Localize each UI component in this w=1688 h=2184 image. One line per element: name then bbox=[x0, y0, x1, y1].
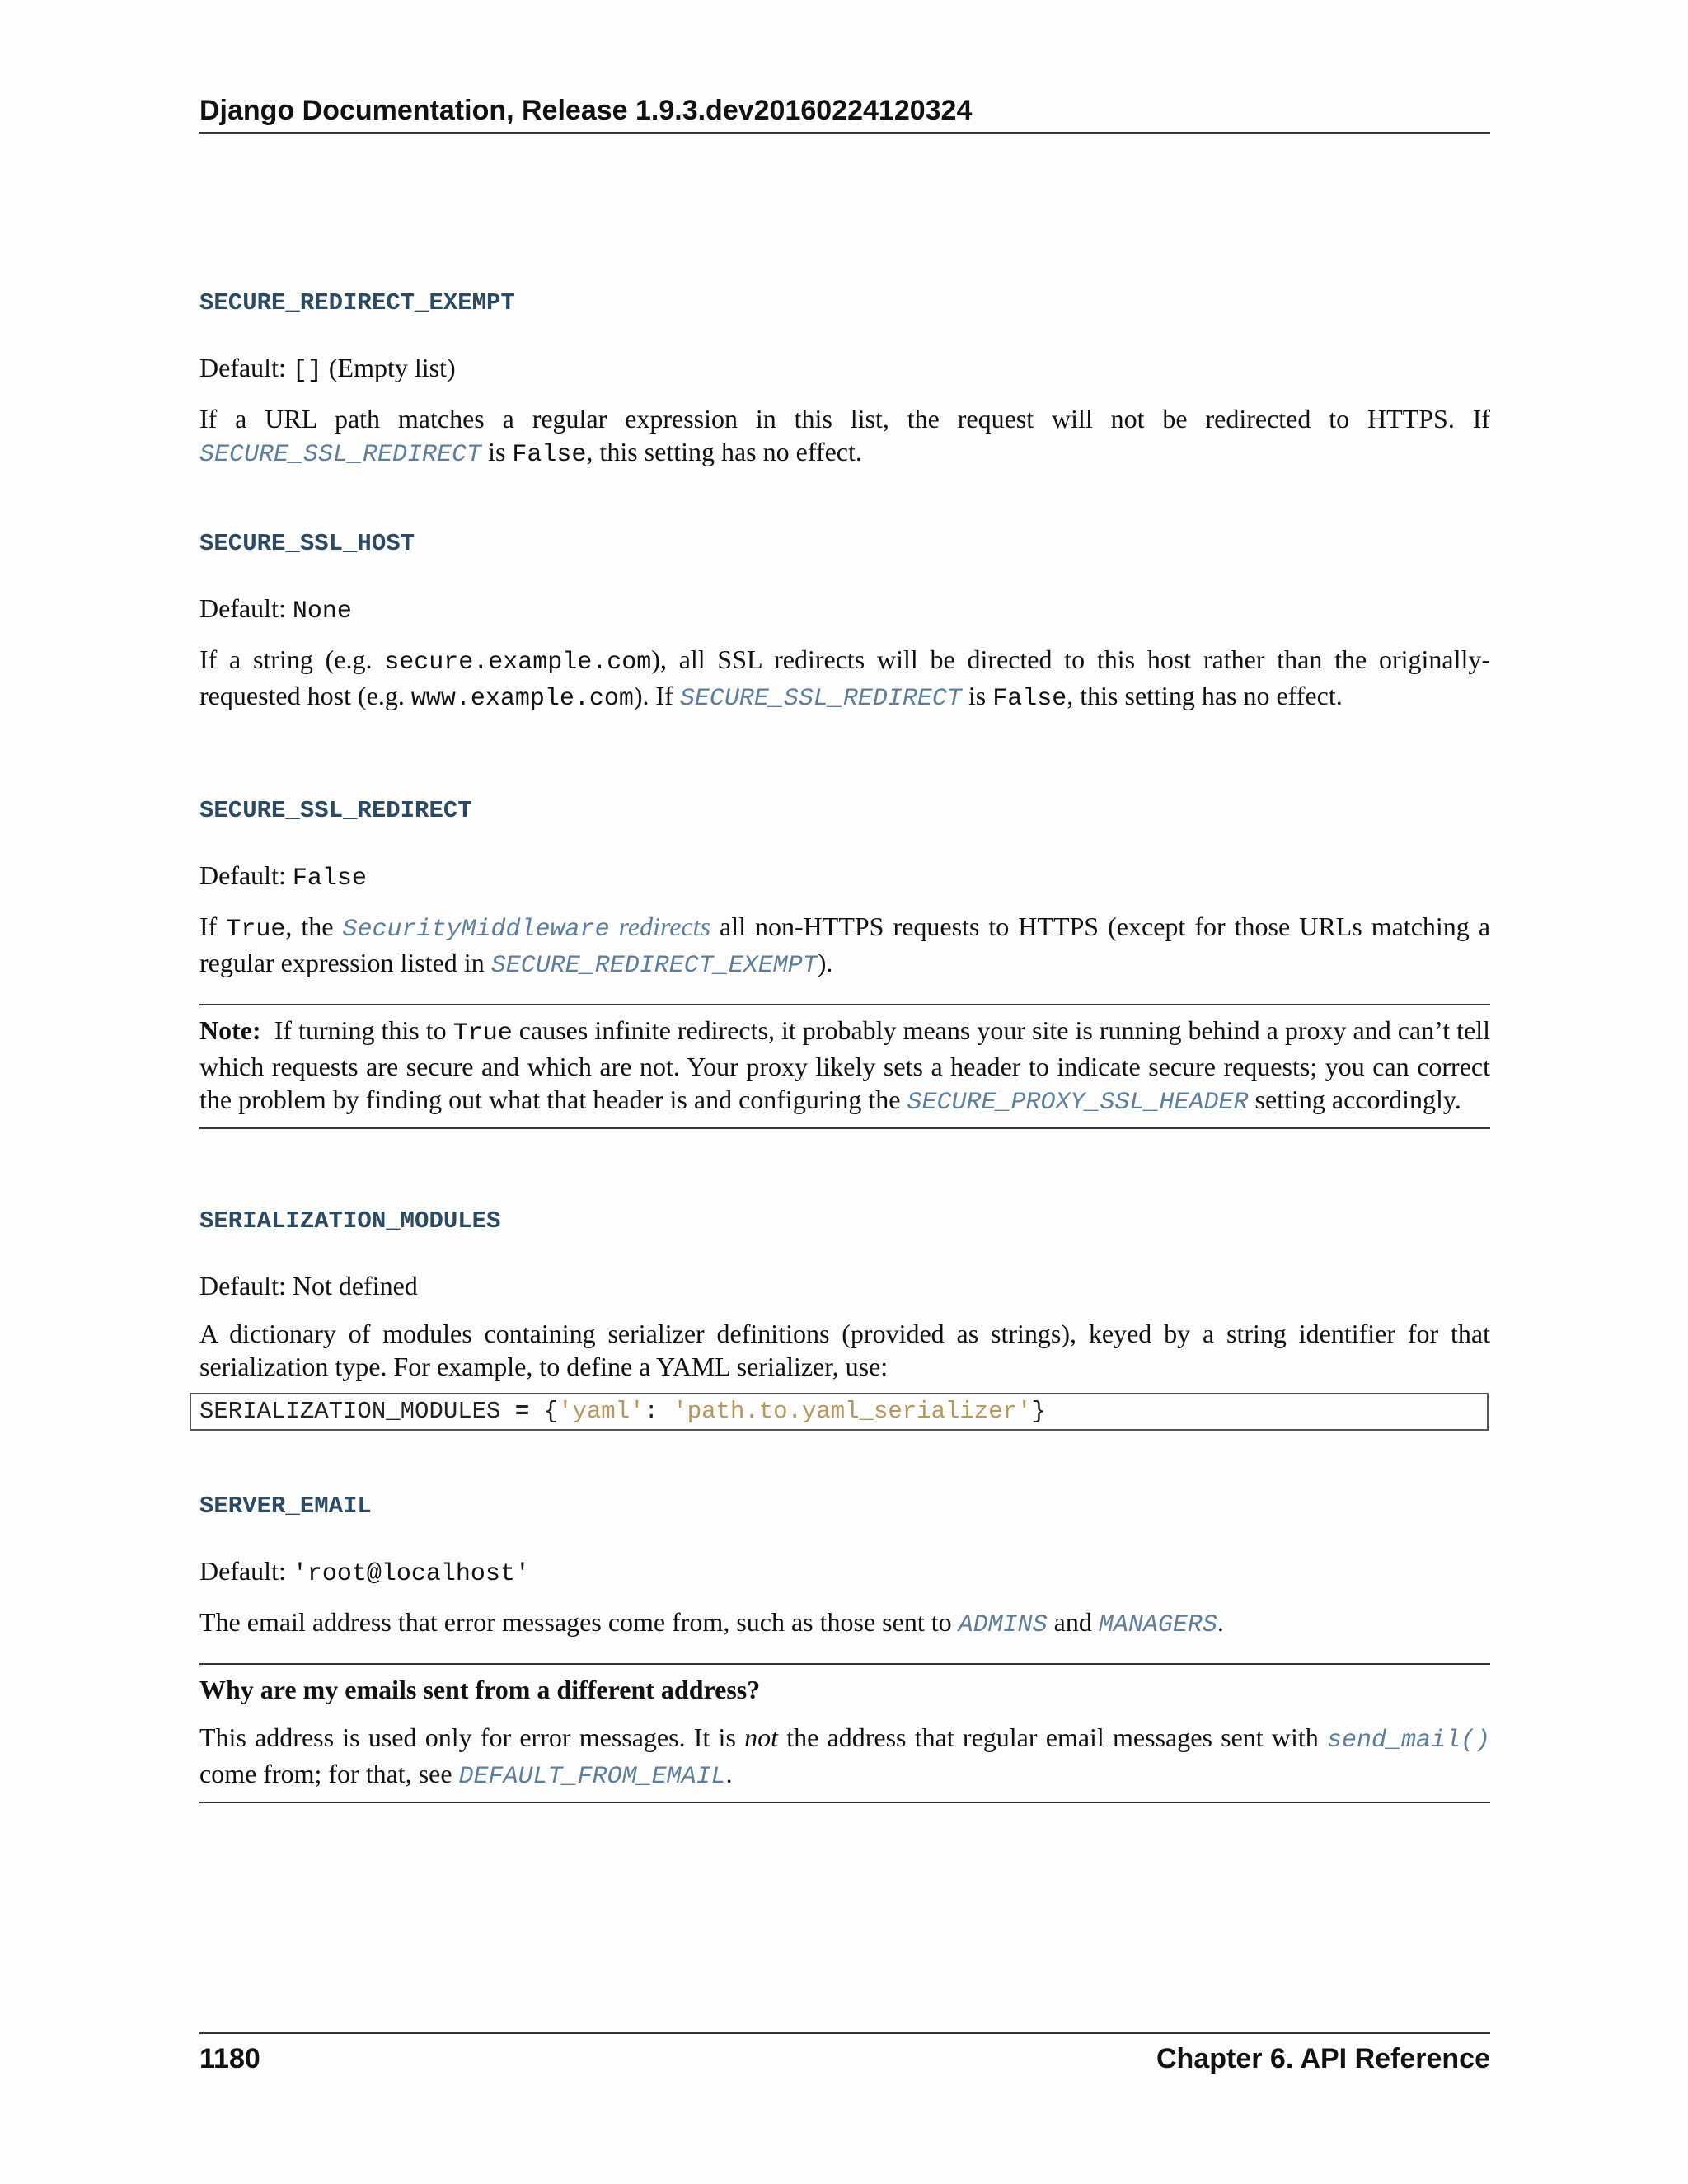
default-line: Default: False bbox=[199, 860, 367, 893]
default-line: Default: None bbox=[199, 593, 352, 626]
setting-title-server-email: SERVER_EMAIL bbox=[199, 1493, 372, 1520]
default-value: False bbox=[292, 865, 367, 893]
page-number: 1180 bbox=[199, 2043, 260, 2074]
link-security-middleware[interactable]: SecurityMiddleware bbox=[342, 916, 610, 944]
setting-description: If a string (e.g. secure.example.com), all SSL redirects will be directed to this host rather than the originally-requested host (e.g. www.example.com). If SECURE_SSL_REDIRECT is False, this setting has no effect. bbox=[199, 644, 1491, 713]
code-block: SERIALIZATION_MODULES = {'yaml': 'path.to.yaml_serializer'} bbox=[190, 1393, 1489, 1431]
note-admonition bbox=[199, 1004, 1490, 1129]
topic-box bbox=[199, 1663, 1490, 1803]
setting-title-secure-redirect-exempt: SECURE_REDIRECT_EXEMPT bbox=[199, 289, 515, 316]
running-header: Django Documentation, Release 1.9.3.dev20160224120324 bbox=[199, 91, 1490, 134]
topic-title: Why are my emails sent from a different address? bbox=[199, 1675, 761, 1704]
link-admins[interactable]: ADMINS bbox=[958, 1611, 1048, 1639]
default-line: Default: Not defined bbox=[199, 1271, 418, 1301]
link-redirects[interactable]: redirects bbox=[618, 912, 710, 941]
link-managers[interactable]: MANAGERS bbox=[1098, 1611, 1217, 1639]
link-send-mail[interactable]: send_mail() bbox=[1326, 1727, 1491, 1755]
default-value: 'root@localhost' bbox=[292, 1560, 530, 1588]
default-value: [] bbox=[292, 357, 322, 385]
setting-title-secure-ssl-redirect: SECURE_SSL_REDIRECT bbox=[199, 797, 472, 824]
default-value: None bbox=[292, 598, 352, 626]
link-secure-proxy-ssl-header[interactable]: SECURE_PROXY_SSL_HEADER bbox=[907, 1089, 1249, 1117]
note-label: Note: bbox=[199, 1015, 261, 1045]
setting-description: A dictionary of modules containing serializer definitions (provided as strings), keyed by a string identifier for that serialization type. For example, to define a YAML serializer, use: bbox=[199, 1319, 1490, 1381]
note-text: Note: If turning this to True causes infinite redirects, it probably means your site is running behind a proxy and can’t tell which requests are secure and which are not. Your proxy likely sets a header to indicate secure requests; you can correct the problem by finding out what that header is and configuring the SECURE_PROXY_SSL_HEADER setting accordingly. bbox=[199, 1015, 1491, 1117]
setting-description: If a URL path matches a regular expression in this list, the request will not be redirected to HTTPS. If SECURE_SSL_REDIRECT is False, this setting has no effect. bbox=[199, 404, 1490, 469]
chapter-title: Chapter 6. API Reference bbox=[1156, 2043, 1490, 2074]
setting-description: The email address that error messages come from, such as those sent to ADMINS and MANAGERS. bbox=[199, 1607, 1224, 1639]
running-footer bbox=[199, 2032, 1490, 2079]
setting-title-serialization-modules: SERIALIZATION_MODULES bbox=[199, 1207, 501, 1235]
default-line: Default: 'root@localhost' bbox=[199, 1556, 530, 1588]
topic-text: This address is used only for error messages. It is not the address that regular email messages sent with send_mail() come from; for that, see DEFAULT_FROM_EMAIL. bbox=[199, 1722, 1491, 1791]
link-secure-ssl-redirect[interactable]: SECURE_SSL_REDIRECT bbox=[199, 441, 482, 469]
link-secure-redirect-exempt[interactable]: SECURE_REDIRECT_EXEMPT bbox=[490, 952, 818, 980]
setting-title-secure-ssl-host: SECURE_SSL_HOST bbox=[199, 530, 415, 557]
link-secure-ssl-redirect[interactable]: SECURE_SSL_REDIRECT bbox=[679, 685, 962, 713]
default-line: Default: [] (Empty list) bbox=[199, 353, 456, 385]
setting-description: If True, the SecurityMiddleware redirects all non-HTTPS requests to HTTPS (except for those URLs matching a regular expression listed in SECURE_REDIRECT_EXEMPT). bbox=[199, 912, 1491, 980]
page-content bbox=[199, 287, 1490, 1803]
link-default-from-email[interactable]: DEFAULT_FROM_EMAIL bbox=[458, 1763, 726, 1791]
